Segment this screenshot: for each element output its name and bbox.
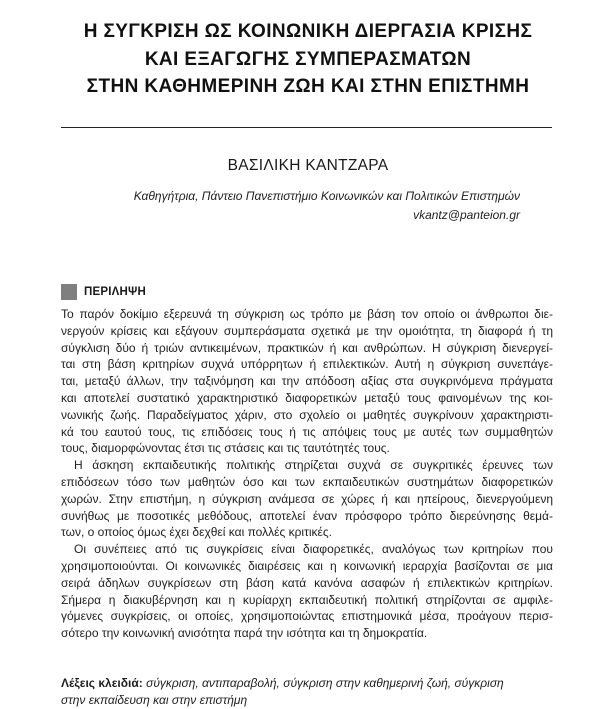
abstract-line: νεργούν κρίσεις και εξάγουν συμπεράσματα σχετικά με την ομοιότητα, τη διαφορά ή τη	[61, 323, 553, 338]
abstract-line: ται, μεταξύ άλλων, την ταξινόμηση και την απόδοση αξίας στα συγκρινόμενα πράγματα	[61, 374, 553, 389]
affiliation: Καθηγήτρια, Πάντειο Πανεπιστήμιο Κοινωνικών και Πολιτικών Επιστημών	[133, 189, 520, 203]
keywords-line	[61, 675, 553, 692]
author-name: ΒΑΣΙΛΙΚΗ ΚΑΝΤΖΑΡΑ	[227, 157, 389, 174]
author-email: vkantz@panteion.gr	[413, 208, 520, 222]
abstract-line: Οι συνέπειες από τις συγκρίσεις είναι διαφορετικές, αναλόγως των κριτηρίων που	[74, 542, 553, 557]
abstract-line: επιδόσεων τόσο των μαθητών όσο και των εκπαιδευτικών συστημάτων διαφορετικών	[61, 474, 553, 489]
abstract-heading	[61, 284, 146, 300]
abstract-body	[61, 306, 553, 642]
abstract-line: Η άσκηση εκπαιδευτικής πολιτικής στηρίζεται συχνά σε συγκριτικές έρευνες των	[74, 458, 553, 473]
abstract-line: και αποτελεί συστατικό χαρακτηριστικό διαφορετικών μεταξύ τους φαινομένων της κοι-	[61, 390, 553, 405]
abstract-line: των, ο οποίος όμως έχει δεχθεί και πολλές κριτικές.	[61, 525, 332, 540]
paper-title	[40, 18, 576, 101]
title-line: ΚΑΙ ΕΞΑΓΩΓΗΣ ΣΥΜΠΕΡΑΣΜΑΤΩΝ	[144, 48, 472, 70]
abstract-line: τους, διαμορφώνοντας έτσι τις στάσεις και τις ταυτότητές τους.	[61, 441, 390, 456]
keywords	[61, 675, 553, 709]
title-line: ΣΤΗΝ ΚΑΘΗΜΕΡΙΝΗ ΖΩΗ ΚΑΙ ΣΤΗΝ ΕΠΙΣΤΗΜΗ	[86, 76, 530, 97]
abstract-line: γόμενες συγκρίσεις, οι οποίες, χρησιμοποιώντας επιστημονικά μέσα, προάγουν περισ-	[61, 609, 553, 624]
section-square-icon	[61, 284, 77, 300]
abstract-line: νωνικής ζωής. Παραδείγματος χάριν, στο σχολείο οι μαθητές συγκρίνουν χαρακτηριστι-	[61, 407, 553, 422]
author-affiliation-block	[134, 187, 520, 225]
title-line: Η ΣΥΓΚΡΙΣΗ ΩΣ ΚΟΙΝΩΝΙΚΗ ΔΙΕΡΓΑΣΙΑ ΚΡΙΣΗΣ	[83, 21, 533, 42]
abstract-line: ται στη βάση κριτηρίων συχνά υπόρρητων ή επιλεκτικών. Αυτή η σύγκριση συνεπάγε-	[61, 357, 553, 372]
abstract-line: σύγκλιση δύο ή τριών αντικειμένων, πρακτικών ή και ανθρώπων. Η σύγκριση διενεργεί-	[61, 340, 553, 355]
keywords-label: Λέξεις κλειδιά:	[61, 676, 143, 690]
title-divider	[61, 127, 552, 128]
keywords-line: στην εκπαίδευση και στην επιστήμη	[61, 692, 248, 707]
abstract-line: Σήμερα η διακυβέρνηση και η κυρίαρχη εκπαιδευτική πολιτική στηρίζονται σε αμφιλε-	[61, 592, 553, 607]
abstract-heading-label: ΠΕΡΙΛΗΨΗ	[84, 286, 147, 298]
abstract-line: σότερο την κοινωνική ανισότητα παρά την ισότητα και τη δημοκρατία.	[61, 626, 428, 641]
abstract-line: χωρών. Στην επιστήμη, η σύγκριση ανάμεσα σε χώρες ή και ηπείρους, διενεργούμενη	[61, 491, 553, 506]
abstract-line: συνήθως με ποσοτικές μεθόδους, αποτελεί έναν πρόσφορο τρόπο διερεύνησης θεμά-	[61, 508, 553, 523]
abstract-line: χρησιμοποιούνται. Οι κοινωνικές διαιρέσεις και η κοινωνική ιεραρχία βασίζονται σε μια	[61, 558, 553, 573]
abstract-line: Το παρόν δοκίμιο εξερευνά τη σύγκριση ως τρόπο με βάση τον οποίο οι άνθρωποι διε-	[61, 307, 553, 321]
keywords-text: σύγκριση, αντιπαραβολή, σύγκριση στην καθημερινή ζωή, σύγκριση	[146, 676, 504, 690]
abstract-line: κά του εαυτού τους, τις επιδόσεις τους ή τις απόψεις τους με αυτές των συμμαθητών	[61, 424, 553, 439]
abstract-line: σειρά άδηλων συγκρίσεων στη βάση κατά κανόνα ασαφών ή επιλεκτικών κριτηρίων.	[61, 575, 553, 590]
